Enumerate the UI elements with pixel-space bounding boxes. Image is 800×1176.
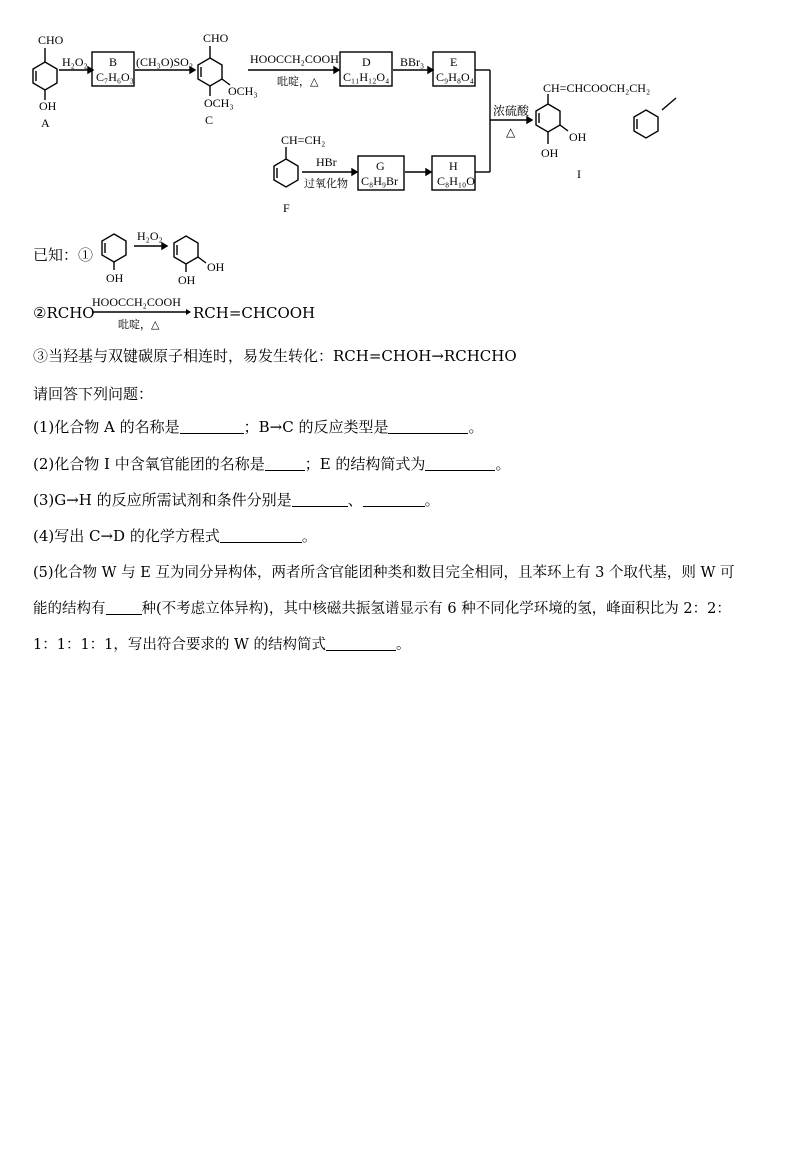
question-5-line-3 xyxy=(33,633,411,654)
c-group-mid: OCH₃ xyxy=(228,84,258,98)
b-formula: C₇H₆O₃ xyxy=(96,70,134,84)
q5-text-c1: 1：1：1：1，写出符合要求的 W 的结构简式 xyxy=(33,637,327,653)
g-formula: C₈H₉Br xyxy=(361,174,399,188)
question-5-line-2 xyxy=(33,597,731,618)
d-name: D xyxy=(362,55,371,69)
question-3 xyxy=(33,489,440,510)
compound-a-ring xyxy=(33,48,57,100)
known-1-scheme xyxy=(94,222,274,292)
f-label: F xyxy=(283,201,290,215)
q5-text-b2: 种(不考虑立体异构)，其中核磁共振氢谱显示有 6 种不同化学环境的氢，峰面积比为 2：2： xyxy=(141,601,731,617)
q2-blank-2[interactable] xyxy=(425,456,495,471)
q3-blank-2[interactable] xyxy=(363,492,425,507)
q3-blank-1[interactable] xyxy=(292,492,348,507)
question-1 xyxy=(33,416,483,437)
q5-text-c2: 。 xyxy=(396,637,411,653)
questions-intro: 请回答下列问题： xyxy=(33,385,154,403)
c-group-top: CHO xyxy=(203,31,229,45)
known-2-reagent-bottom: 吡啶，△ xyxy=(118,318,160,331)
a-group-top: CHO xyxy=(38,33,64,47)
c-label: C xyxy=(205,113,214,127)
question-5-line-1: (5)化合物 W 与 E 互为同分异构体，两者所含官能团种类和数目完全相同，且苯环上有 3 个取代基，则 W 可 xyxy=(33,565,735,581)
h-name: H xyxy=(449,159,458,173)
compound-i-phenyl-ring xyxy=(634,98,676,138)
compound-f-ring xyxy=(274,147,298,187)
h-formula: C₈H₁₀O xyxy=(437,174,475,188)
i-chain: CH=CHCOOCH₂CH₂ xyxy=(543,81,651,95)
cd-reagent-bottom: 吡啶，△ xyxy=(277,76,319,88)
fg-reagent-bottom: 过氧化物 xyxy=(304,178,348,190)
q2-blank-1[interactable] xyxy=(265,456,305,471)
b-name: B xyxy=(109,55,118,69)
q3-text-c: 。 xyxy=(424,491,440,509)
f-group-top: CH=CH₂ xyxy=(281,133,326,147)
de-reagent: BBr₃ xyxy=(400,55,425,69)
to-i-reagent-top: 浓硫酸 xyxy=(493,104,530,118)
c-group-bottom: OCH₃ xyxy=(204,96,234,110)
reaction-scheme xyxy=(0,0,800,220)
a-group-bottom: OH xyxy=(39,99,57,113)
i-label: I xyxy=(577,167,581,181)
i-oh2: OH xyxy=(541,146,559,160)
compound-i-ring xyxy=(536,94,568,144)
q2-text-a: (2)化合物 I 中含氧官能团的名称是 xyxy=(33,455,265,473)
q5-blank-2[interactable] xyxy=(326,636,396,651)
question-2 xyxy=(33,453,510,474)
known-3: ③当羟基与双键碳原子相连时，易发生转化：RCH=CHOH→RCHCHO xyxy=(33,347,517,365)
q3-text-b: 、 xyxy=(347,491,363,509)
q2-text-b: ；E 的结构简式为 xyxy=(304,455,426,473)
cd-reagent-top: HOOCCH₂COOH xyxy=(250,52,339,66)
q1-text-a: (1)化合物 A 的名称是 xyxy=(33,418,180,436)
i-oh1: OH xyxy=(569,130,587,144)
known-2-reagent-top: HOOCCH₂COOH xyxy=(92,295,181,309)
q3-text-a: (3)G→H 的反应所需试剂和条件分别是 xyxy=(33,491,292,509)
ab-reagent: H₂O₂ xyxy=(62,55,88,69)
d-formula: C₁₁H₁₂O₄ xyxy=(343,70,390,84)
q5-blank-1[interactable] xyxy=(106,600,142,615)
e-formula: C₉H₈O₄ xyxy=(436,70,474,84)
q1-blank-2[interactable] xyxy=(388,419,468,434)
known-1-reagent: H₂O₂ xyxy=(137,229,163,243)
a-label: A xyxy=(41,116,50,130)
known-1-prefix: 已知：① xyxy=(33,246,94,264)
q1-blank-1[interactable] xyxy=(180,419,244,434)
fg-reagent-top: HBr xyxy=(316,155,337,169)
compound-c-ring xyxy=(198,46,230,96)
e-name: E xyxy=(450,55,458,69)
q1-text-b: ；B→C 的反应类型是 xyxy=(243,418,389,436)
q4-text-a: (4)写出 C→D 的化学方程式 xyxy=(33,527,220,545)
q4-blank-1[interactable] xyxy=(220,528,302,543)
g-name: G xyxy=(376,159,385,173)
bc-reagent: (CH₃O)SO₂ xyxy=(136,55,194,69)
known-2-right: RCH=CHCOOH xyxy=(193,304,316,322)
known-1-right-oh1: OH xyxy=(207,260,225,274)
q4-text-b: 。 xyxy=(301,527,317,545)
q2-text-c: 。 xyxy=(495,455,511,473)
known-1-right-oh2: OH xyxy=(178,273,196,287)
to-i-reagent-bottom: △ xyxy=(506,125,516,139)
q1-text-c: 。 xyxy=(468,418,484,436)
question-4 xyxy=(33,525,317,546)
known-1-left-oh: OH xyxy=(106,271,124,285)
known-2-left: ②RCHO xyxy=(33,304,95,322)
q5-text-b1: 能的结构有 xyxy=(33,601,106,617)
